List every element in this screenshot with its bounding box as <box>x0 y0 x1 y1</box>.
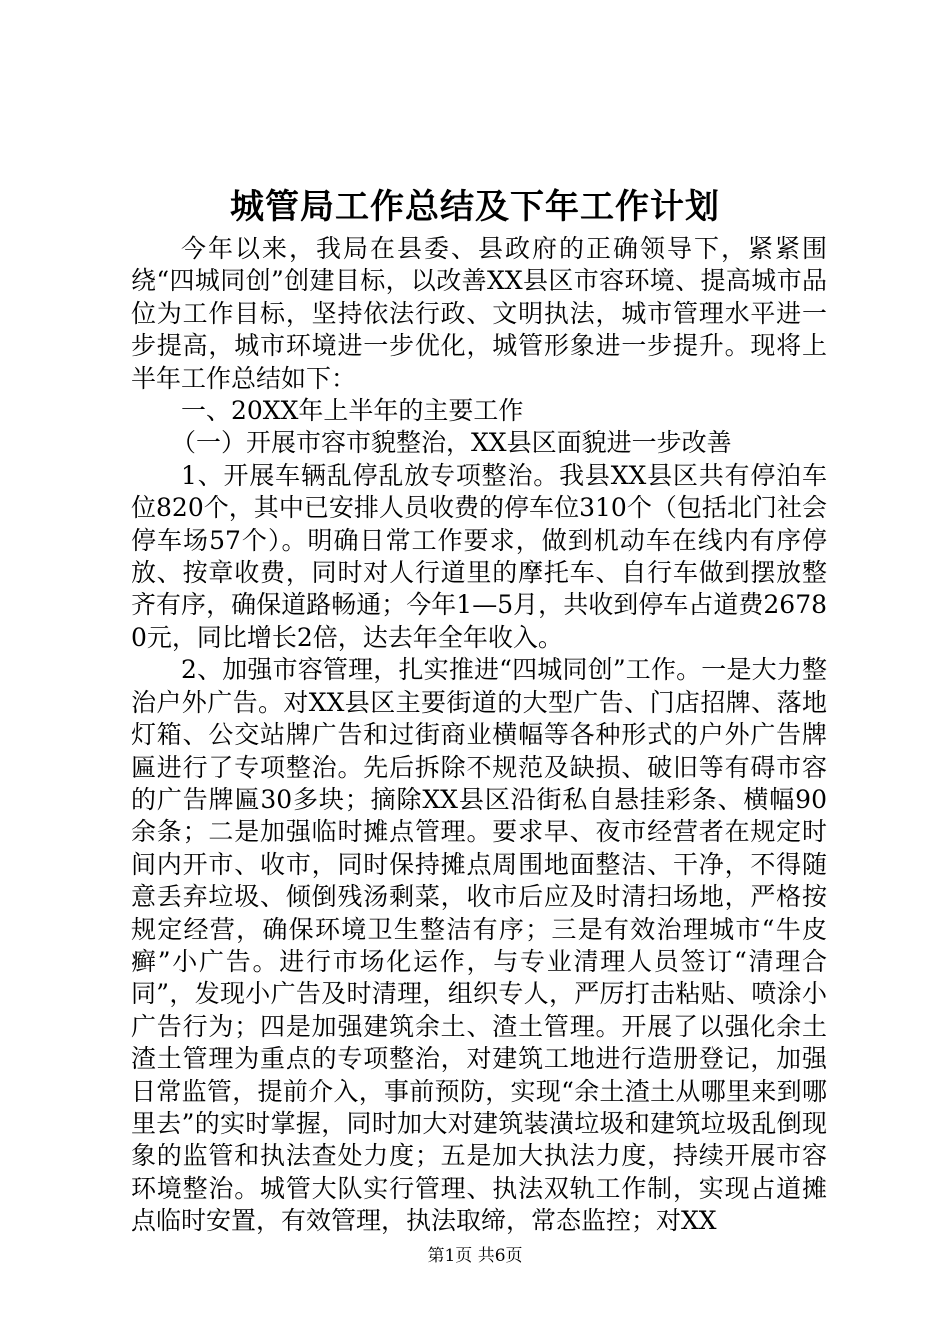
subsection-heading-1: （一）开展市容市貌整治，XX县区面貌进一步改善 <box>171 428 732 458</box>
paragraph-intro: 今年以来，我局在县委、县政府的正确领导下，紧紧围绕“四城同创”创建目标，以改善XX县区市容环境、提高城市品位为工作目标，坚持依法行政、文明执法，城市管理水平进一步提高，城市环境进一步优化，城管形象进一步提升。现将上半年工作总结如下： <box>131 234 827 393</box>
document-title: 城管局工作总结及下年工作计划 <box>230 187 720 227</box>
page-number-footer: 第1页 共6页 <box>427 1246 523 1266</box>
paragraph-item-2: 2、加强市容管理，扎实推进“四城同创”工作。一是大力整治户外广告。对XX县区主要街道的大型广告、门店招牌、落地灯箱、公交站牌广告和过街商业横幅等各种形式的户外广告牌匾进行了专项整治。先后拆除不规范及缺损、破旧等有碍市容的广告牌匾30多块；摘除XX县区沿街私自悬挂彩条、横幅90余条；二是加强临时摊点管理。要求早、夜市经营者在规定时间内开市、收市，同时保持摊点周围地面整洁、干净，不得随意丢弃垃圾、倾倒残汤剩菜，收市后应及时清扫场地，严格按规定经营，确保环境卫生整洁有序；三是有效治理城市“牛皮癣”小广告。进行市场化运作，与专业清理人员签订“清理合同”，发现小广告及时清理，组织专人，严厉打击粘贴、喷涂小广告行为；四是加强建筑余土、渣土管理。开展了以强化余土渣土管理为重点的专项整治，对建筑工地进行造册登记，加强日常监管，提前介入，事前预防，实现“余土渣土从哪里来到哪里去”的实时掌握，同时加大对建筑装潢垃圾和建筑垃圾乱倒现象的监管和执法查处力度；五是加大执法力度，持续开展市容环境整治。城管大队实行管理、执法双轨工作制，实现占道摊点临时安置，有效管理，执法取缔，常态监控；对XX <box>131 655 827 1236</box>
document-body <box>131 233 827 1238</box>
paragraph-item-1: 1、开展车辆乱停乱放专项整治。我县XX县区共有停泊车位820个，其中已安排人员收费的停车位310个（包括北门社会停车场57个）。明确日常工作要求，做到机动车在线内有序停放、按章收费，同时对人行道里的摩托车、自行车做到摆放整齐有序，确保道路畅通；今年1—5月，共收到停车占道费26780元，同比增长2倍，达去年全年收入。 <box>131 460 827 652</box>
section-heading-1: 一、20XX年上半年的主要工作 <box>181 396 524 426</box>
